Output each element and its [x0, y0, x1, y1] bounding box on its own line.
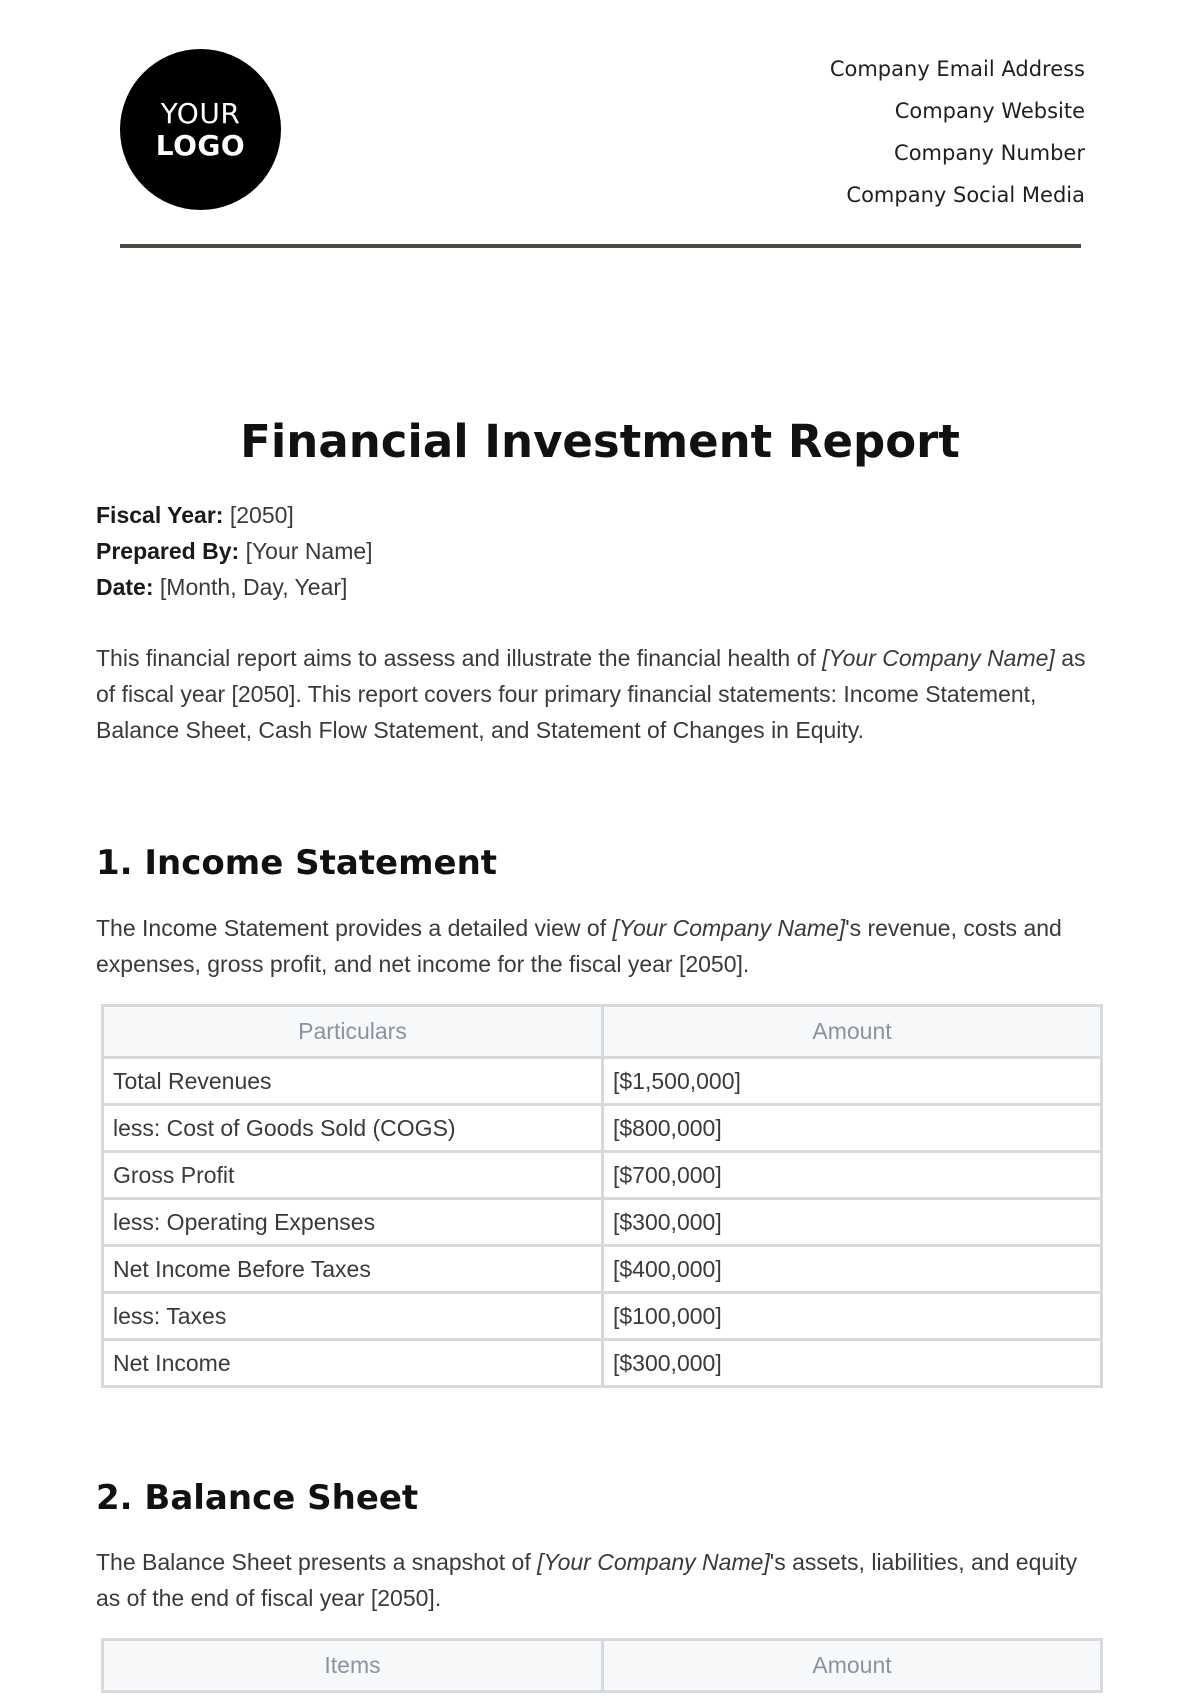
row-particular: Net Income Before Taxes [103, 1246, 603, 1293]
balance-desc-text-2: 's assets, liabilities, and equity as of the end of fiscal year [2050]. [96, 1549, 1078, 1611]
income-statement-heading: 1. Income Statement [96, 843, 498, 883]
prepared-by-label: Prepared By: [96, 538, 240, 564]
document-title: Financial Investment Report [240, 415, 960, 468]
row-particular: less: Operating Expenses [103, 1199, 603, 1246]
fiscal-year-label: Fiscal Year: [96, 502, 224, 528]
logo-line-logo: LOGO [155, 128, 246, 162]
date-label: Date: [96, 574, 154, 600]
income-statement-description [96, 910, 1096, 982]
intro-company-name: [Your Company Name] [822, 645, 1055, 671]
row-amount: [$100,000] [603, 1293, 1102, 1340]
row-amount: [$300,000] [603, 1340, 1102, 1387]
date-line [96, 569, 373, 605]
logo-line-your: YOUR [160, 96, 241, 130]
income-desc-company-name: [Your Company Name] [612, 915, 846, 941]
company-social-media: Company Social Media [846, 183, 1085, 207]
row-particular: less: Cost of Goods Sold (COGS) [103, 1105, 603, 1152]
fiscal-year-line [96, 497, 373, 533]
row-particular: Net Income [103, 1340, 603, 1387]
row-particular: Total Revenues [103, 1058, 603, 1105]
table-row [103, 1246, 1102, 1293]
table-header-row [103, 1640, 1102, 1692]
table-row [103, 1293, 1102, 1340]
intro-paragraph [96, 640, 1096, 748]
prepared-by-value: [Your Name] [245, 538, 373, 564]
table-row [103, 1199, 1102, 1246]
table-row [103, 1058, 1102, 1105]
balance-sheet-description [96, 1544, 1096, 1616]
row-particular: less: Taxes [103, 1293, 603, 1340]
company-website: Company Website [894, 99, 1085, 123]
column-header-amount: Amount [603, 1640, 1102, 1692]
company-email: Company Email Address [829, 57, 1085, 81]
company-contact-block [830, 52, 1085, 220]
row-amount: [$800,000] [603, 1105, 1102, 1152]
income-desc-text-2: 's revenue, costs and expenses, gross profit, and net income for the fiscal year [2050]. [96, 915, 1062, 977]
balance-sheet-table [101, 1638, 1103, 1693]
row-amount: [$1,500,000] [603, 1058, 1102, 1105]
report-metadata [96, 497, 373, 605]
row-amount: [$700,000] [603, 1152, 1102, 1199]
table-row [103, 1152, 1102, 1199]
balance-desc-text-1: The Balance Sheet presents a snapshot of [96, 1549, 538, 1575]
income-desc-text-1: The Income Statement provides a detailed view of [96, 915, 613, 941]
table-row [103, 1105, 1102, 1152]
header-divider [120, 244, 1081, 248]
date-value: [Month, Day, Year] [159, 574, 348, 600]
prepared-by-line [96, 533, 373, 569]
company-logo [120, 49, 281, 210]
balance-desc-company-name: [Your Company Name] [537, 1549, 770, 1575]
row-amount: [$300,000] [603, 1199, 1102, 1246]
fiscal-year-value: [2050] [229, 502, 294, 528]
row-particular: Gross Profit [103, 1152, 603, 1199]
table-header-row [103, 1006, 1102, 1058]
company-number: Company Number [894, 141, 1085, 165]
column-header-items: Items [103, 1640, 603, 1692]
intro-text-2: as of fiscal year [2050]. This report covers four primary financial statements: Income Statement, Balance Sheet, Cash Flow Statement, and Statement of Changes in Equity. [96, 645, 1086, 743]
column-header-amount: Amount [603, 1006, 1102, 1058]
table-row [103, 1340, 1102, 1387]
intro-text-1: This financial report aims to assess and illustrate the financial health of [96, 645, 823, 671]
row-amount: [$400,000] [603, 1246, 1102, 1293]
income-statement-table [101, 1004, 1103, 1388]
balance-sheet-heading: 2. Balance Sheet [96, 1478, 419, 1518]
column-header-particulars: Particulars [103, 1006, 603, 1058]
